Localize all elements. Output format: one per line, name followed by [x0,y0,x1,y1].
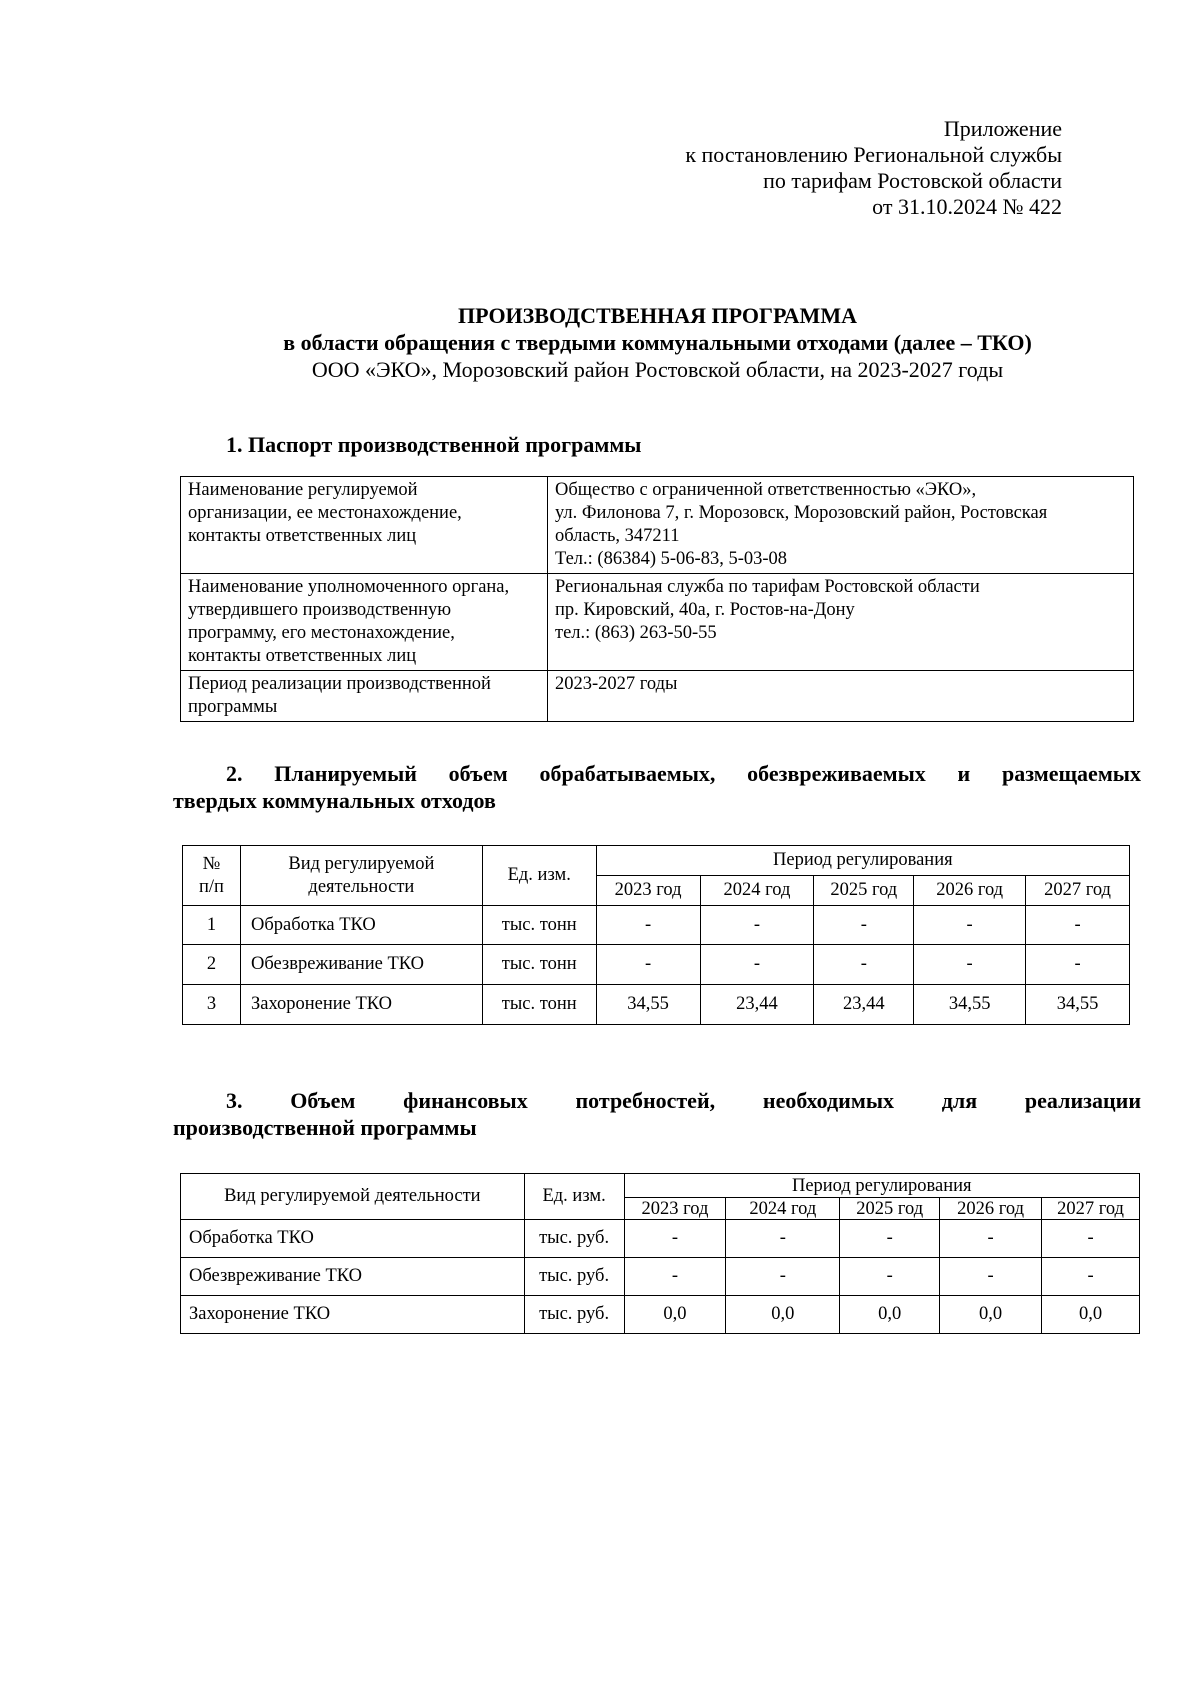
section-3-heading [173,1087,1141,1141]
row-unit: тыс. тонн [482,985,596,1025]
row-unit: тыс. руб. [524,1220,624,1258]
row-value: 0,0 [624,1296,726,1334]
header-year: 2023 год [624,1198,726,1220]
table-header-row [183,846,1130,876]
row-value: - [726,1220,840,1258]
row-value: 23,44 [700,985,814,1025]
header-period: Период регулирования [596,846,1129,876]
row-unit: тыс. тонн [482,906,596,945]
title-line: ООО «ЭКО», Морозовский район Ростовской области, на 2023-2027 годы [311,357,1004,382]
row-value: 0,0 [840,1296,940,1334]
header-unit: Ед. изм. [482,846,596,906]
header-year: 2024 год [700,876,814,906]
row-activity: Обработка ТКО [181,1220,525,1258]
passport-value-cell [548,477,1134,574]
row-value: - [914,945,1026,985]
row-value: 34,55 [596,985,700,1025]
header-activity: Вид регулируемой деятельности [181,1174,525,1220]
header-year: 2027 год [1042,1198,1140,1220]
row-value: - [840,1220,940,1258]
table-row [181,574,1134,671]
row-unit: тыс. руб. [524,1296,624,1334]
table-row [181,671,1134,722]
appendix-block [582,116,1062,220]
row-unit: тыс. руб. [524,1258,624,1296]
section-1-heading: 1. Паспорт производственной программы [226,432,642,457]
passport-label-cell [181,574,548,671]
row-activity: Захоронение ТКО [240,985,482,1025]
passport-label-cell [181,671,548,722]
header-year: 2025 год [840,1198,940,1220]
table-row [181,1258,1140,1296]
row-value: 0,0 [1042,1296,1140,1334]
row-value: - [624,1220,726,1258]
row-unit: тыс. тонн [482,945,596,985]
row-value: - [1042,1220,1140,1258]
row-num: 3 [183,985,241,1025]
appendix-line: от 31.10.2024 № 422 [872,194,1062,219]
heading-line: 2. Планируемый объем обрабатываемых, обезвреживаемых и размещаемых [226,761,1141,786]
cell-line: Период реализации производственной [188,674,491,694]
row-activity: Обезвреживание ТКО [240,945,482,985]
cell-line: Тел.: (86384) 5-06-83, 5-03-08 [555,549,788,569]
title-line: ПРОИЗВОДСТВЕННАЯ ПРОГРАММА [458,303,857,328]
appendix-line: Приложение [943,116,1062,141]
row-value: - [814,945,914,985]
cell-line: программу, его местонахождение, [188,623,455,643]
table-row [183,945,1130,985]
finance-table [180,1173,1140,1334]
table-row [181,1220,1140,1258]
table-row [181,1296,1140,1334]
cell-line: Наименование регулируемой [188,480,418,500]
row-value: - [1026,906,1130,945]
row-value: 0,0 [940,1296,1042,1334]
table-row [183,906,1130,945]
row-value: - [914,906,1026,945]
row-value: 0,0 [726,1296,840,1334]
header-year: 2026 год [914,876,1026,906]
row-activity: Захоронение ТКО [181,1296,525,1334]
passport-value-cell [548,574,1134,671]
cell-line: Общество с ограниченной ответственностью «ЭКО», [555,480,977,500]
row-value: - [700,945,814,985]
row-value: 23,44 [814,985,914,1025]
row-value: - [726,1258,840,1296]
cell-line: тел.: (863) 263-50-55 [555,623,717,643]
row-value: - [814,906,914,945]
header-num: № п/п [183,846,241,906]
row-value: - [1042,1258,1140,1296]
cell-line: контакты ответственных лиц [188,646,417,666]
header-period: Период регулирования [624,1174,1139,1198]
passport-label-cell [181,477,548,574]
row-value: - [940,1220,1042,1258]
cell-line: контакты ответственных лиц [188,526,417,546]
row-value: 34,55 [1026,985,1130,1025]
row-value: - [1026,945,1130,985]
passport-value-cell [548,671,1134,722]
header-unit: Ед. изм. [524,1174,624,1220]
table-row [183,985,1130,1025]
passport-table [180,476,1134,722]
header-year: 2026 год [940,1198,1042,1220]
volume-table [182,845,1130,1025]
row-value: - [940,1258,1042,1296]
table-row [181,477,1134,574]
appendix-line: к постановлению Региональной службы [685,142,1062,167]
cell-line: пр. Кировский, 40а, г. Ростов-на-Дону [555,600,855,620]
header-year: 2023 год [596,876,700,906]
row-num: 2 [183,945,241,985]
section-2-heading [173,760,1141,814]
cell-line: организации, ее местонахождение, [188,503,462,523]
heading-line: производственной программы [173,1115,477,1140]
row-value: - [700,906,814,945]
row-activity: Обезвреживание ТКО [181,1258,525,1296]
row-value: - [596,945,700,985]
cell-line: Наименование уполномоченного органа, [188,577,510,597]
cell-line: 2023-2027 годы [555,674,678,694]
row-value: 34,55 [914,985,1026,1025]
header-year: 2025 год [814,876,914,906]
appendix-line: по тарифам Ростовской области [763,168,1062,193]
cell-line: утвердившего производственную [188,600,452,620]
cell-line: программы [188,697,278,717]
heading-line: 3. Объем финансовых потребностей, необходимых для реализации [226,1088,1141,1113]
heading-line: твердых коммунальных отходов [173,788,496,813]
row-value: - [624,1258,726,1296]
header-activity: Вид регулируемой деятельности [240,846,482,906]
header-year: 2027 год [1026,876,1130,906]
table-header-row [181,1174,1140,1198]
document-title [0,302,1200,383]
row-num: 1 [183,906,241,945]
row-value: - [596,906,700,945]
cell-line: Региональная служба по тарифам Ростовской области [555,577,980,597]
row-value: - [840,1258,940,1296]
cell-line: ул. Филонова 7, г. Морозовск, Морозовский район, Ростовская [555,503,1048,523]
title-line: в области обращения с твердыми коммунальными отходами (далее – ТКО) [283,330,1032,355]
header-year: 2024 год [726,1198,840,1220]
row-activity: Обработка ТКО [240,906,482,945]
cell-line: область, 347211 [555,526,680,546]
